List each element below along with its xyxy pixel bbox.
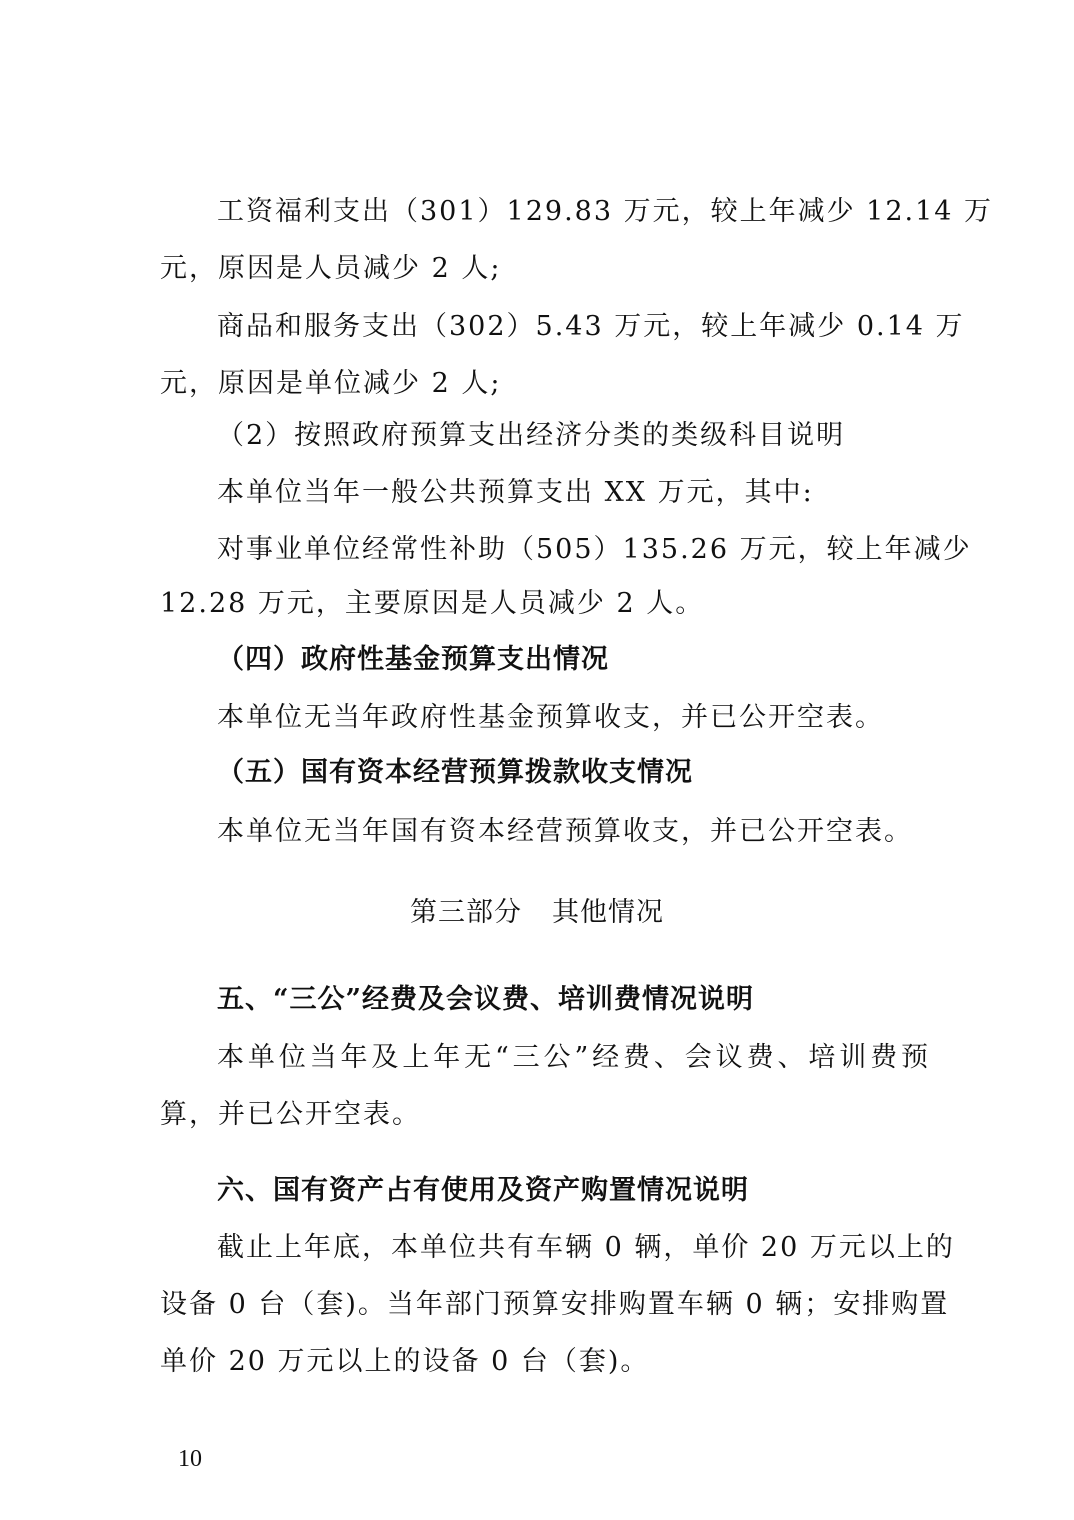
paragraph-state-assets-line-3: 单价 20 万元以上的设备 0 台（套)。: [160, 1346, 650, 1377]
part-three-title: [0, 893, 1074, 933]
paragraph-goods-services-line-1: 商品和服务支出（302）5.43 万元，较上年减少 0.14 万: [217, 311, 965, 342]
paragraph-general-budget: 本单位当年一般公共预算支出 XX 万元，其中:: [217, 477, 814, 508]
heading-state-capital: （五）国有资本经营预算拨款收支情况: [217, 757, 693, 788]
part-three-title-number: 第三部分: [410, 897, 522, 928]
paragraph-three-public-line-1: 本单位当年及上年无“三公”经费、会议费、培训费预: [217, 1042, 930, 1073]
paragraph-state-assets-line-2: 设备 0 台（套)。当年部门预算安排购置车辆 0 辆；安排购置: [160, 1289, 950, 1320]
paragraph-classification-heading: （2）按照政府预算支出经济分类的类级科目说明: [217, 420, 846, 451]
part-three-title-name: 其他情况: [552, 897, 664, 928]
page-number: 10: [178, 1446, 202, 1472]
paragraph-salary-line-1: 工资福利支出（301）129.83 万元，较上年减少 12.14 万: [217, 196, 994, 227]
paragraph-state-assets-line-1: 截止上年底，本单位共有车辆 0 辆，单价 20 万元以上的: [217, 1232, 955, 1263]
heading-state-assets: 六、国有资产占有使用及资产购置情况说明: [217, 1175, 749, 1206]
heading-government-fund: （四）政府性基金预算支出情况: [217, 644, 609, 675]
paragraph-state-capital: 本单位无当年国有资本经营预算收支，并已公开空表。: [217, 816, 913, 847]
paragraph-salary-line-2: 元，原因是人员减少 2 人;: [160, 253, 502, 284]
paragraph-subsidy-line-2: 12.28 万元，主要原因是人员减少 2 人。: [160, 588, 705, 619]
paragraph-goods-services-line-2: 元，原因是单位减少 2 人;: [160, 368, 502, 399]
paragraph-three-public-line-2: 算，并已公开空表。: [160, 1099, 421, 1130]
paragraph-subsidy-line-1: 对事业单位经常性补助（505）135.26 万元，较上年减少: [217, 534, 972, 565]
heading-three-public-expenses: 五、“三公”经费及会议费、培训费情况说明: [217, 984, 755, 1015]
paragraph-government-fund: 本单位无当年政府性基金预算收支，并已公开空表。: [217, 702, 884, 733]
